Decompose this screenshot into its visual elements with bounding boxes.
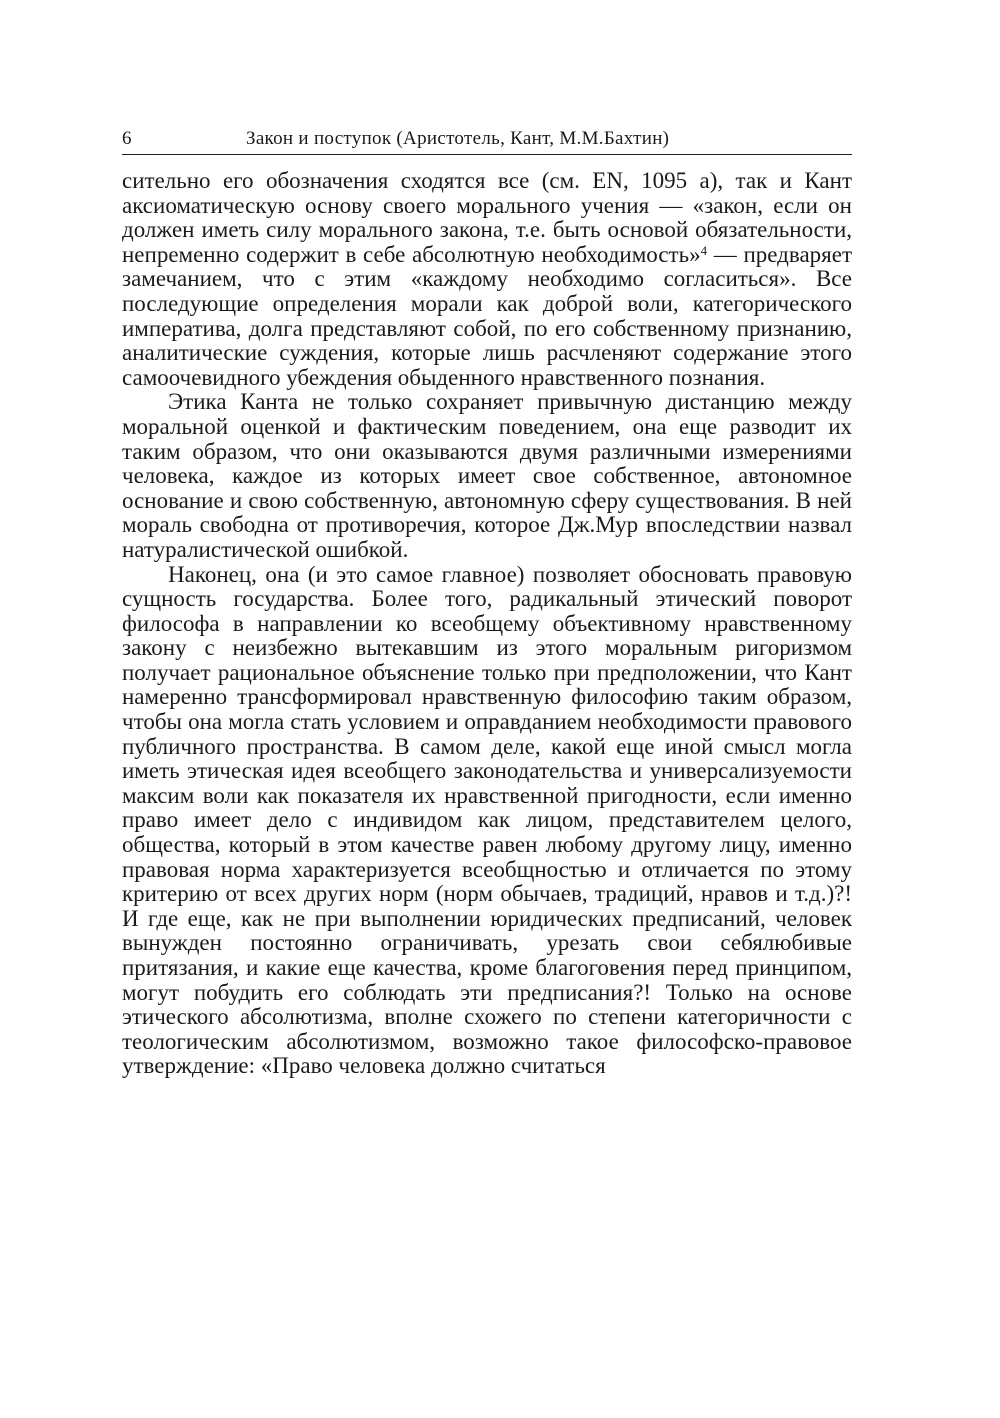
paragraph-1-part-a: сительно его обозначения сходятся все (см. EN, 1095 а), так и Кант аксиоматическую основу своего морального учения — «закон, если он должен иметь силу морального закона, т.е. быть основой обязательности, непременно содержит в себе абсолютную необходимость» [122,168,852,267]
running-head [122,124,852,155]
paragraph-1 [122,169,852,390]
page-number: 6 [122,128,132,149]
body-text [122,169,852,1079]
paragraph-2: Этика Канта не только сохраняет привычную дистанцию между моральной оценкой и фактическим поведением, она еще разводит их таким образом, что они оказываются двумя различными измерениями человека, каждое из которых имеет свое собственное, автономное основание и свою собственную, автономную сферу существования. В ней мораль свободна от противоречия, которое Дж.Мур впоследствии назвал натуралистической ошибкой. [122,389,852,562]
running-title: Закон и поступок (Аристотель, Кант, М.М.Бахтин) [246,128,670,149]
footnote-marker[interactable]: 4 [700,242,708,258]
paragraph-1-part-b: — предваряет замечанием, что с этим «каждому необходимо согласиться». Все последующие определения морали как доброй воли, категорического императива, долга представляют собой, по его собственному признанию, аналитические суждения, которые лишь расчленяют содержание этого самоочевидного убеждения обыденного нравственного познания. [122,241,852,390]
paragraph-3: Наконец, она (и это самое главное) позволяет обосновать правовую сущность государства. Более того, радикальный этический поворот философа в направлении ко всеобщему объективному нравственному закону с неизбежно вытекавшим из этого моральным ригоризмом получает рациональное объяснение только при предположении, что Кант намеренно трансформировал нравственную философию таким образом, чтобы она могла стать условием и оправданием необходимости правового публичного пространства. В самом деле, какой еще иной смысл могла иметь этическая идея всеобщего законодательства и универсализуемости максим воли как показателя их нравственной пригодности, если именно право имеет дело с индивидом как лицом, представителем целого, общества, который в этом качестве равен любому другому лицу, именно правовая норма характеризуется всеобщностью и отличается по этому критерию от всех других норм (норм обычаев, традиций, нравов и т.д.)?! И где еще, как не при выполнении юридических предписаний, человек вынужден постоянно ограничивать, урезать свои себялюбивые притязания, и какие еще качества, кроме благоговения перед принципом, могут побудить его соблюдать эти предписания?! Только на основе этического абсолютизма, вполне схожего по степени категоричности с теологическим абсолютизмом, возможно такое философско-правовое утверждение: «Право человека должно считаться [122,561,852,1079]
book-page [122,124,852,1079]
